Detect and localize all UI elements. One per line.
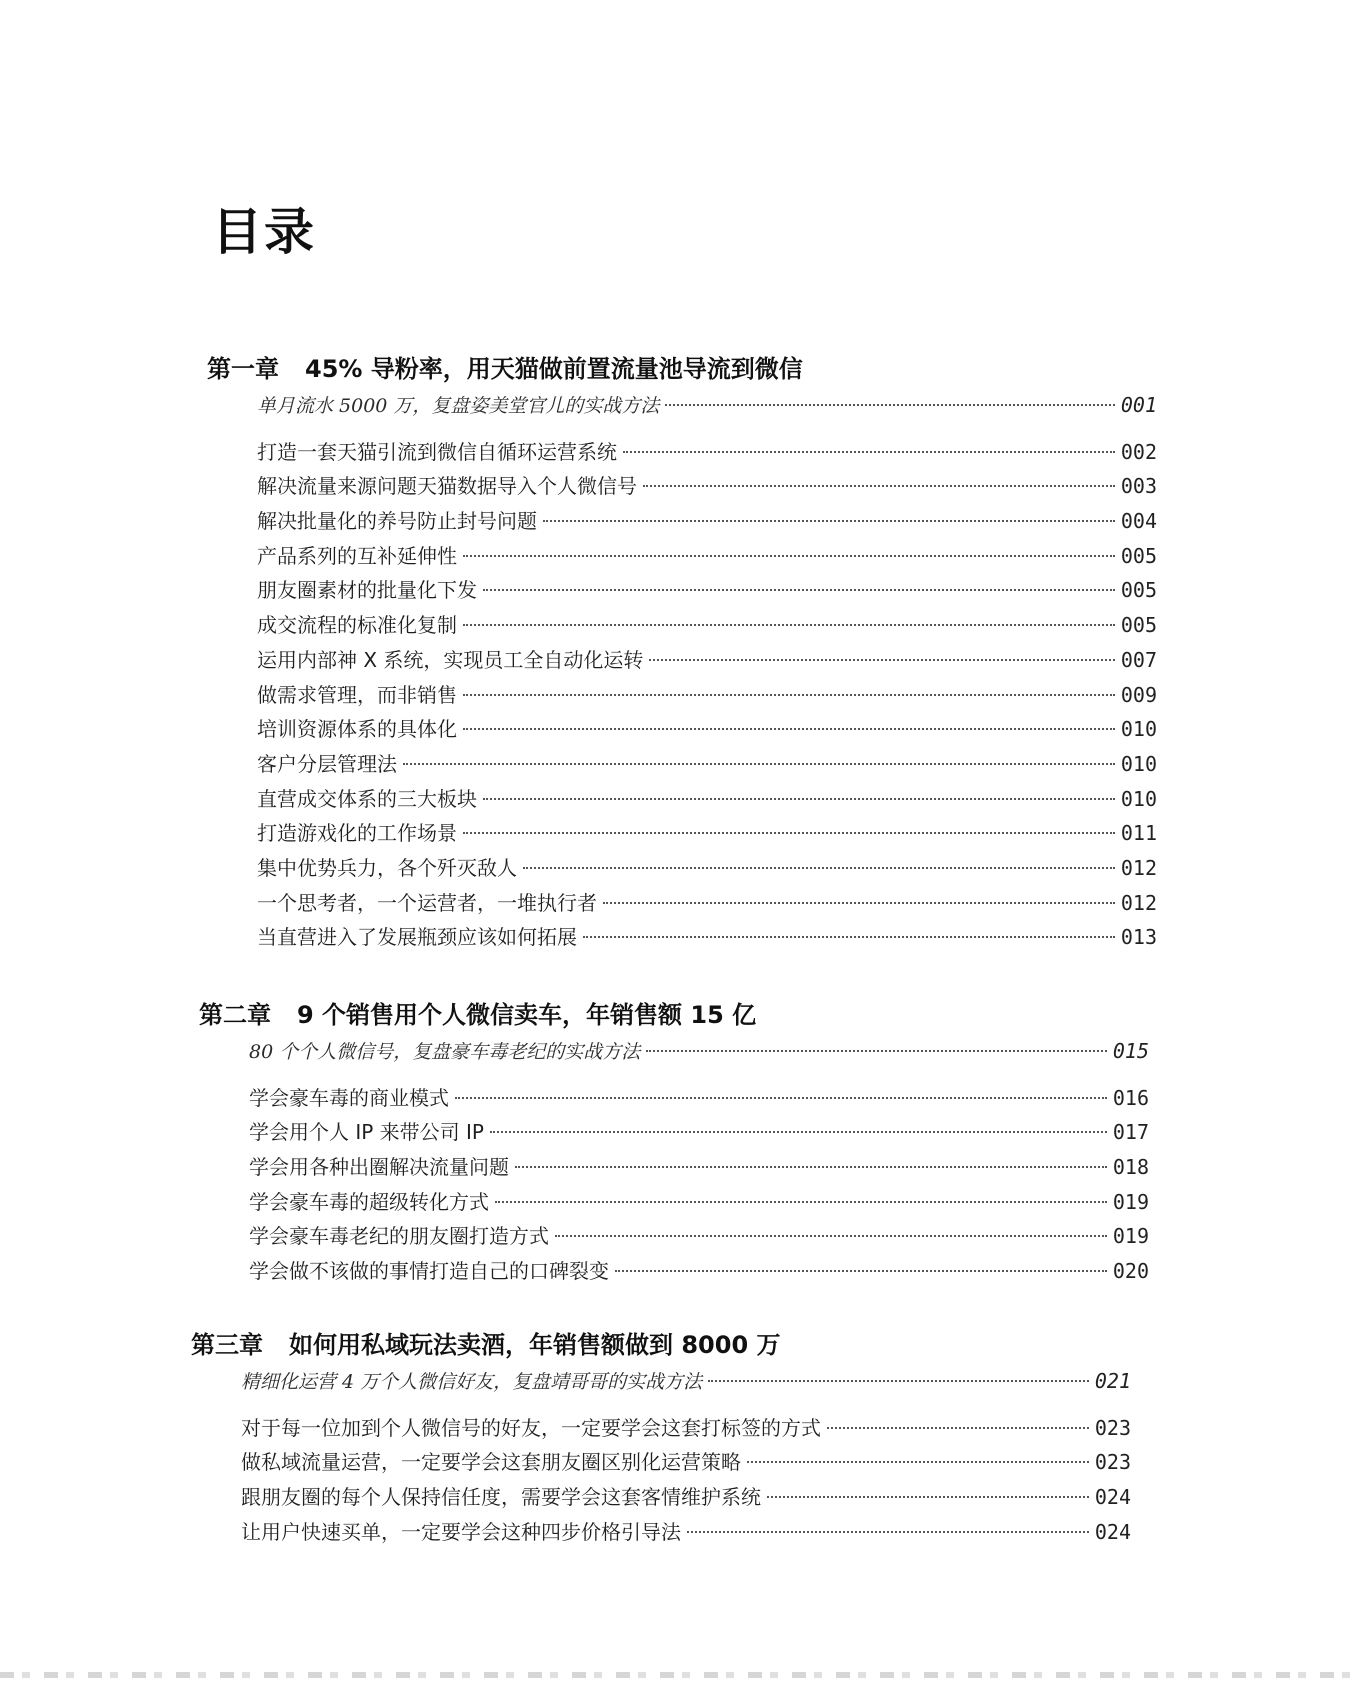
page-number: 010 — [1120, 717, 1157, 742]
page-number: 013 — [1120, 925, 1157, 950]
page-number: 012 — [1120, 890, 1157, 915]
entry-text: 一个思考者，一个运营者，一堆执行者 — [257, 890, 597, 915]
toc-entry[interactable] — [249, 1254, 1149, 1289]
entry-text: 打造一套天猫引流到微信自循环运营系统 — [257, 439, 617, 464]
dot-leader — [463, 624, 1115, 626]
toc-entry[interactable] — [257, 886, 1157, 921]
page-number: 024 — [1094, 1485, 1131, 1510]
entry-text: 学会用个人 IP 来带公司 IP — [249, 1120, 484, 1145]
page-number: 009 — [1120, 682, 1157, 707]
chapter-number: 第一章 — [207, 355, 279, 383]
dot-leader — [646, 1050, 1107, 1052]
dot-leader — [523, 867, 1115, 869]
toc-entry[interactable] — [257, 573, 1157, 608]
scan-edge-noise — [0, 1672, 1362, 1678]
dot-leader — [827, 1427, 1089, 1429]
chapter-number: 第二章 — [199, 1001, 271, 1029]
chapter-subtitle-entry[interactable] — [249, 1034, 1149, 1069]
entry-text: 学会豪车毒的商业模式 — [249, 1085, 449, 1110]
dot-leader — [555, 1235, 1107, 1237]
page-number: 007 — [1120, 647, 1157, 672]
entry-text: 朋友圈素材的批量化下发 — [257, 578, 477, 603]
toc-entry[interactable] — [257, 643, 1157, 678]
toc-entry[interactable] — [257, 920, 1157, 955]
chapter-heading — [207, 350, 1157, 388]
entry-text: 当直营进入了发展瓶颈应该如何拓展 — [257, 925, 577, 950]
chapter-subtitle-entry[interactable] — [257, 388, 1157, 423]
page-number: 020 — [1112, 1259, 1149, 1284]
toc-entry[interactable] — [257, 816, 1157, 851]
page-number: 019 — [1112, 1189, 1149, 1214]
page-number: 017 — [1112, 1120, 1149, 1145]
chapter-title: 如何用私域玩法卖酒，年销售额做到 8000 万 — [289, 1331, 781, 1359]
chapter-heading — [191, 1326, 1131, 1364]
entry-text: 解决批量化的养号防止封号问题 — [257, 509, 537, 534]
page-number: 019 — [1112, 1224, 1149, 1249]
entry-text: 对于每一位加到个人微信号的好友，一定要学会这套打标签的方式 — [241, 1415, 821, 1440]
toc-entry[interactable] — [257, 539, 1157, 574]
page-number: 018 — [1112, 1155, 1149, 1180]
dot-leader — [649, 659, 1114, 661]
dot-leader — [483, 589, 1115, 591]
entry-text: 单月流水 5000 万，复盘姿美堂官儿的实战方法 — [257, 395, 660, 417]
entry-text: 打造游戏化的工作场景 — [257, 821, 457, 846]
toc-entry[interactable] — [257, 712, 1157, 747]
toc-entry[interactable] — [249, 1150, 1149, 1185]
page-number: 011 — [1120, 821, 1157, 846]
toc-entry[interactable] — [249, 1115, 1149, 1150]
entry-text: 学会豪车毒老纪的朋友圈打造方式 — [249, 1224, 549, 1249]
entry-text: 学会做不该做的事情打造自己的口碑裂变 — [249, 1259, 609, 1284]
dot-leader — [463, 728, 1115, 730]
entry-text: 解决流量来源问题天猫数据导入个人微信号 — [257, 474, 637, 499]
dot-leader — [463, 832, 1115, 834]
entry-text: 直营成交体系的三大板块 — [257, 786, 477, 811]
toc-entry[interactable] — [257, 747, 1157, 782]
entry-text: 精细化运营 4 万个人微信好友，复盘靖哥哥的实战方法 — [241, 1371, 703, 1393]
page-number: 023 — [1094, 1415, 1131, 1440]
dot-leader — [515, 1166, 1107, 1168]
page-number: 021 — [1094, 1369, 1131, 1393]
dot-leader — [665, 404, 1114, 406]
page-number: 015 — [1112, 1039, 1149, 1063]
toc-entry[interactable] — [241, 1445, 1131, 1480]
page-number: 004 — [1120, 509, 1157, 534]
entry-text: 产品系列的互补延伸性 — [257, 543, 457, 568]
chapter-subtitle-entry[interactable] — [241, 1364, 1131, 1399]
page-number: 012 — [1120, 855, 1157, 880]
chapter-heading — [199, 996, 1149, 1034]
dot-leader — [687, 1531, 1089, 1533]
dot-leader — [543, 520, 1115, 522]
entry-text: 客户分层管理法 — [257, 751, 397, 776]
entry-text: 集中优势兵力，各个歼灭敌人 — [257, 855, 517, 880]
page-number: 003 — [1120, 474, 1157, 499]
dot-leader — [767, 1496, 1089, 1498]
toc-entry[interactable] — [257, 469, 1157, 504]
dot-leader — [643, 485, 1115, 487]
page-number: 002 — [1120, 439, 1157, 464]
entry-text: 运用内部神 X 系统，实现员工全自动化运转 — [257, 647, 644, 672]
dot-leader — [583, 936, 1115, 938]
page-number: 010 — [1120, 751, 1157, 776]
toc-entry[interactable] — [257, 504, 1157, 539]
dot-leader — [455, 1097, 1107, 1099]
page-number: 023 — [1094, 1450, 1131, 1475]
entry-text: 学会用各种出圈解决流量问题 — [249, 1155, 509, 1180]
entry-text: 做私域流量运营，一定要学会这套朋友圈区别化运营策略 — [241, 1450, 741, 1475]
toc-entry[interactable] — [249, 1185, 1149, 1220]
entry-text: 80 个个人微信号，复盘豪车毒老纪的实战方法 — [249, 1041, 641, 1063]
dot-leader — [623, 451, 1115, 453]
toc-entry[interactable] — [241, 1480, 1131, 1515]
toc-entry[interactable] — [257, 608, 1157, 643]
chapter-2 — [199, 996, 1149, 1289]
dot-leader — [483, 798, 1115, 800]
page-title: 目录 — [212, 203, 316, 261]
chapter-title: 9 个销售用个人微信卖车，年销售额 15 亿 — [297, 1001, 757, 1029]
toc-entry[interactable] — [249, 1219, 1149, 1254]
dot-leader — [495, 1201, 1107, 1203]
entry-text: 跟朋友圈的每个人保持信任度，需要学会这套客情维护系统 — [241, 1485, 761, 1510]
entry-text: 让用户快速买单，一定要学会这种四步价格引导法 — [241, 1519, 681, 1544]
entry-text: 培训资源体系的具体化 — [257, 717, 457, 742]
entry-text: 做需求管理，而非销售 — [257, 682, 457, 707]
dot-leader — [403, 763, 1115, 765]
dot-leader — [708, 1380, 1089, 1382]
dot-leader — [615, 1270, 1107, 1272]
entry-text: 学会豪车毒的超级转化方式 — [249, 1189, 489, 1214]
page-number: 001 — [1120, 393, 1157, 417]
toc-entry[interactable] — [257, 678, 1157, 713]
dot-leader — [490, 1131, 1107, 1133]
page-number: 005 — [1120, 578, 1157, 603]
dot-leader — [463, 694, 1115, 696]
chapter-3 — [191, 1326, 1131, 1549]
dot-leader — [747, 1461, 1089, 1463]
page-number: 010 — [1120, 786, 1157, 811]
page-number: 005 — [1120, 543, 1157, 568]
dot-leader — [603, 902, 1115, 904]
chapter-1 — [207, 350, 1157, 955]
toc-entry[interactable] — [241, 1411, 1131, 1446]
toc-entry[interactable] — [241, 1515, 1131, 1550]
page-number: 024 — [1094, 1519, 1131, 1544]
entry-text: 成交流程的标准化复制 — [257, 613, 457, 638]
page-number: 016 — [1112, 1085, 1149, 1110]
chapter-title: 45% 导粉率，用天猫做前置流量池导流到微信 — [305, 355, 803, 383]
toc-entry[interactable] — [257, 782, 1157, 817]
toc-entry[interactable] — [249, 1081, 1149, 1116]
toc-entry[interactable] — [257, 851, 1157, 886]
chapter-number: 第三章 — [191, 1331, 263, 1359]
page-number: 005 — [1120, 613, 1157, 638]
dot-leader — [463, 555, 1115, 557]
toc-entry[interactable] — [257, 435, 1157, 470]
